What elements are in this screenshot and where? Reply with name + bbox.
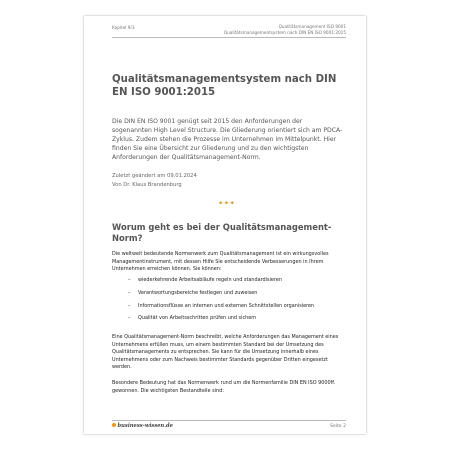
author-line: Von Dr. Klaus Brandenburg <box>112 182 182 188</box>
header-right-line2: Qualitätsmanagementsystem nach DIN EN ISO 9001:2015 <box>223 29 346 35</box>
section-paragraph-1: Die weltweit bedeutende Normenwerk zum Qualitätsmanagement ist ein wirkungsvolles Managementinstrument, mit dessen Hilfe Sie entscheidende Verbesserungen in Ihrem Unternehmen erreichen können. Sie können: <box>112 251 329 273</box>
document-page <box>84 16 366 434</box>
header-right-line1: Qualitätsmanagement ISO 9001 <box>278 24 346 29</box>
footer-divider <box>112 420 346 421</box>
list-item: – Qualität von Arbeitsschritten prüfen und sichern <box>128 315 257 322</box>
dash-icon: – <box>128 315 131 322</box>
page-title: Qualitätsmanagementsystem nach DIN EN ISO 9001:2015 <box>112 74 337 98</box>
section-heading: Worum geht es bei der Qualitätsmanagement-Norm? <box>112 222 332 243</box>
section-paragraph-3: Besondere Bedeutung hat das Normenwerk rund um die Normenfamilie DIN EN ISO 9000ff. gewonnen. Die wichtigsten Bestandteile sind: <box>112 380 336 394</box>
footer-logo[interactable]: business-wissen.de <box>112 423 173 429</box>
header-divider <box>112 37 346 38</box>
list-item: – Verantwortungsbereiche festlegen und zuweisen <box>128 289 258 296</box>
header-right <box>224 24 346 35</box>
logo-dot-icon <box>112 423 116 427</box>
list-item: – wiederkehrende Arbeitsabläufe regeln und standardisieren <box>128 277 282 283</box>
section-paragraph-2: Eine Qualitätsmanagement-Norm beschreibt, welche Anforderungen das Management eines Unternehmens erfüllen muss, um einem bestimmten Standard bei der Umsetzung des Qualitätsmanagements zu entsprechen. Sie kann für die Umsetzung innerhalb eines Unternehmens oder zum Nachweis bestimmter Standards gegenüber Dritten eingesetzt werden. <box>112 334 339 371</box>
page-number: Seite 2 <box>329 424 346 429</box>
dash-icon: – <box>128 277 131 283</box>
benefits-list <box>128 277 348 328</box>
separator-dots: ••• <box>218 199 236 209</box>
header-chapter: Kapitel 9/3 <box>112 25 135 30</box>
dash-icon: – <box>128 302 131 309</box>
last-changed-date: Zuletzt geändert am 09.01.2024 <box>112 173 197 179</box>
dash-icon: – <box>128 289 131 296</box>
list-item: – Informationsflüsse an internen und externen Schnittstellen organisieren <box>128 302 315 309</box>
intro-paragraph: Die DIN EN ISO 9001 genügt seit 2015 den Anforderungen der sogenannten High Level Structure. Die Gliederung orientiert sich am PDCA-Zyklus. Zudem stehen die Prozesse im Unternehmen im Mittelpunkt. Hier finden Sie eine Übersicht zur Gliederung und zu den wichtigsten Anforderungen der Qualitätsmanagement-Norm. <box>112 118 343 162</box>
